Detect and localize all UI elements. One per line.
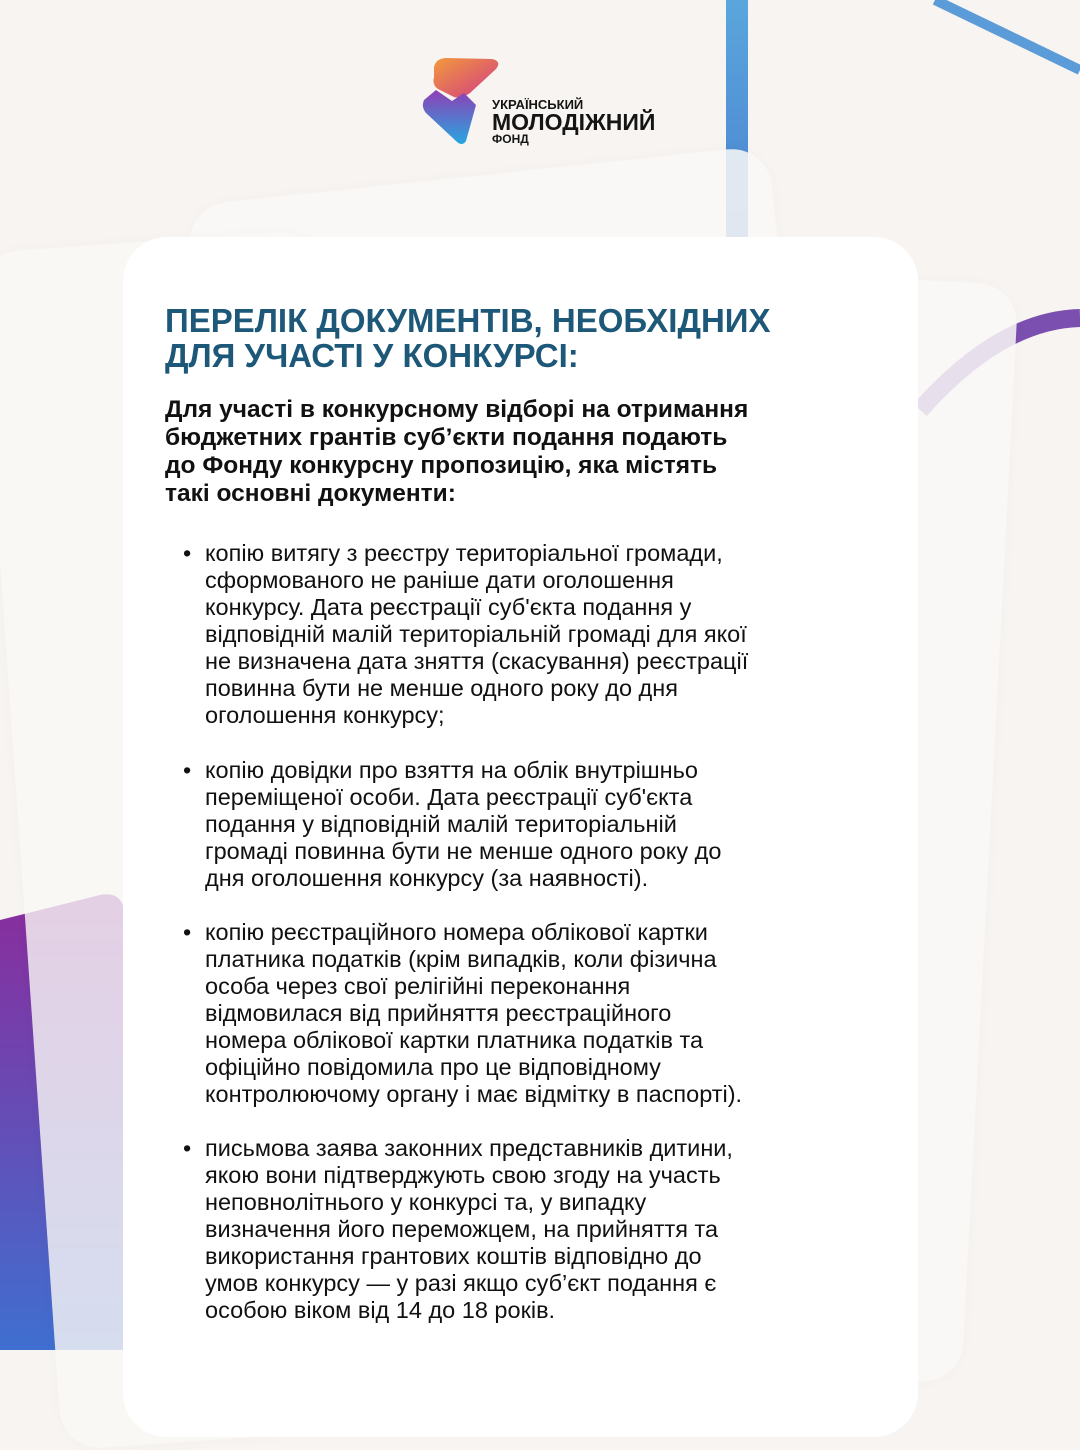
logo-mark (422, 55, 502, 150)
bullet: • (183, 919, 192, 945)
bullet: • (183, 757, 192, 783)
bullet: • (183, 1135, 192, 1161)
logo-line-2: МОЛОДІЖНИЙ (492, 109, 656, 135)
blue-diagonal (935, 0, 1080, 70)
logo-line-1: УКРАЇНСЬКИЙ (492, 97, 584, 112)
list-item-text: копію витягу з реєстру територіальної громади, сформованого не раніше дати оголошення конкурсу. Дата реєстрації суб'єкта подання у відповідній малій територіальній громаді для якої не визначена дата зняття (скасування) реєстрації повинна бути не менше одного року до дня оголошення конкурсу; (205, 540, 749, 728)
list-item-text: копію довідки про взяття на облік внутрішньо переміщеної особи. Дата реєстрації суб'єкта подання у відповідній малій територіальній громаді повинна бути не менше одного року до дня оголошення конкурсу (за наявності). (205, 757, 722, 891)
logo-line-3: ФОНД (492, 132, 529, 146)
intro-text: Для участі в конкурсному відборі на отримання бюджетних грантів суб’єкти подання подають до Фонду конкурсну пропозицію, яка містять такі основні документи: (165, 396, 749, 507)
bullet: • (183, 540, 192, 566)
page-title: ПЕРЕЛІК ДОКУМЕНТІВ, НЕОБХІДНИХ ДЛЯ УЧАСТІ У КОНКУРСІ: (165, 302, 771, 374)
list-item-text: письмова заява законних представників дитини, якою вони підтверджують свою згоду на участь неповнолітнього у конкурсі та, у випадку визначення його переможцем, на прийняття та використання грантових коштів відповідно до умов конкурсу — у разі якщо суб’єкт подання є особою віком від 14 до 18 років. (205, 1135, 733, 1323)
list-item-text: копію реєстраційного номера облікової картки платника податків (крім випадків, коли фізична особа через свої релігійні переконання відмовилася від прийняття реєстраційного номера облікової картки платника податків та офіційно повідомила про це відповідному контролюючому органу і має відмітку в паспорті). (205, 919, 743, 1107)
